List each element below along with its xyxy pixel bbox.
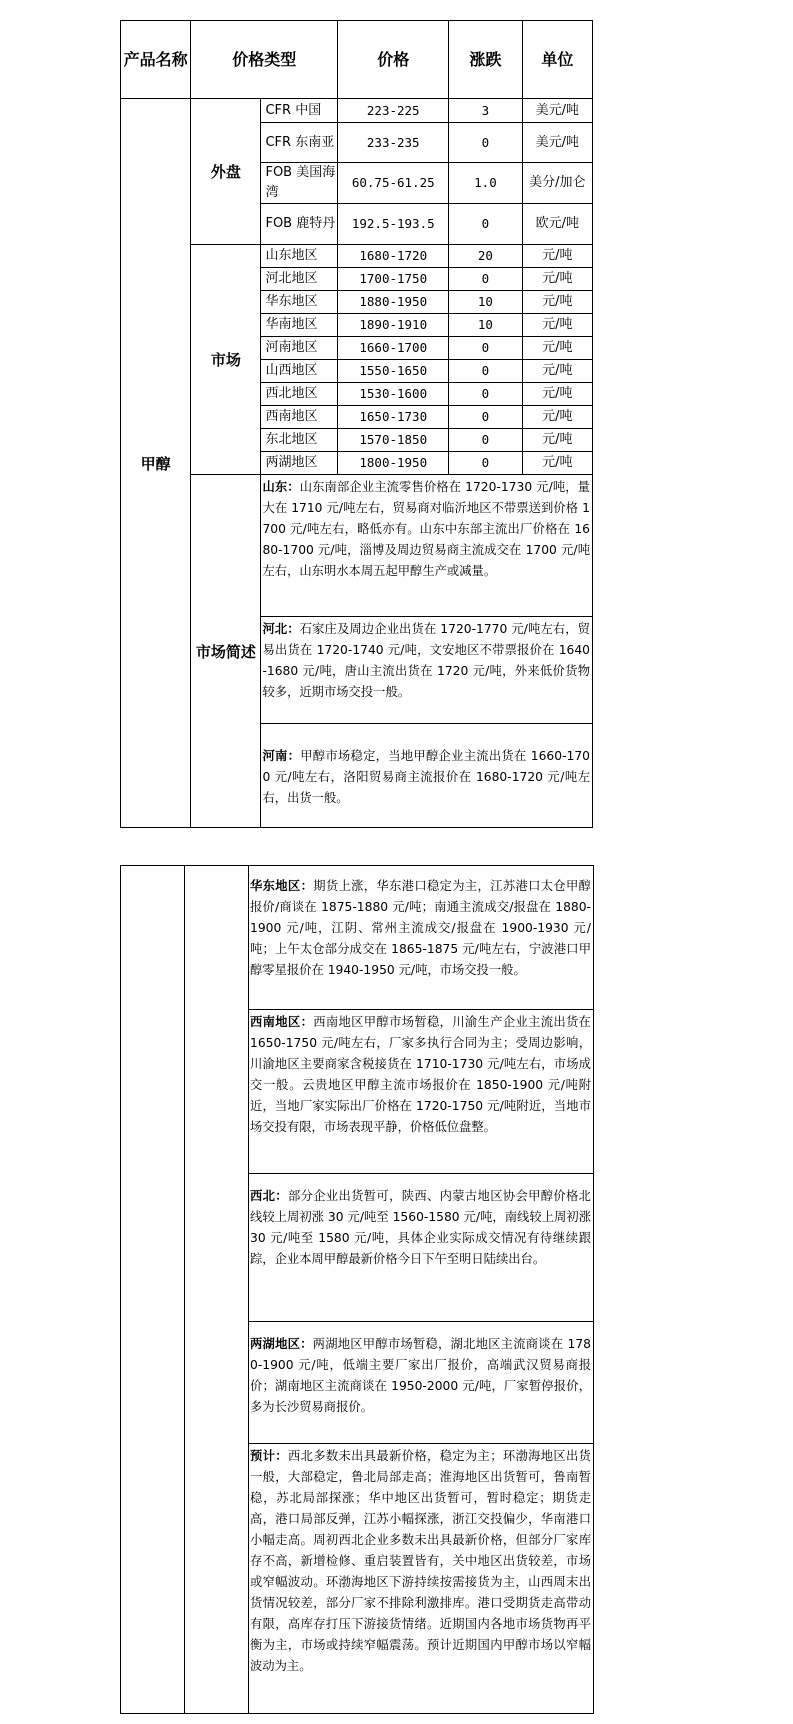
change-value: 0	[449, 429, 523, 452]
change-value: 0	[449, 268, 523, 291]
unit-value: 元/吨	[522, 268, 592, 291]
change-value: 0	[449, 204, 523, 245]
price-value: 1660-1700	[338, 337, 449, 360]
brief-label: 西南地区：	[250, 1015, 314, 1029]
header-product: 产品名称	[121, 21, 191, 99]
brief-label: 预计：	[250, 1449, 288, 1463]
product-name: 甲醇	[121, 99, 191, 828]
table-row	[121, 245, 593, 268]
change-value: 0	[449, 406, 523, 429]
brief-text: 期货上涨，华东港口稳定为主，江苏港口太仓甲醇报价/商谈在 1875-1880 元/吨；南通主流成交/报盘在 1880-1900 元/吨，江阴、常州主流成交/报盘在 1900-1930 元/吨；上午太仓部分成交在 1865-1875 元/吨左右，宁波港口甲醇零星报价在 1940-1950 元/吨，市场交投一般。	[250, 879, 591, 977]
category-market: 市场	[191, 245, 261, 475]
merged-category-cell	[185, 866, 249, 1714]
header-price: 价格	[338, 21, 449, 99]
brief-henan	[261, 724, 593, 828]
brief-label: 西北：	[250, 1189, 288, 1203]
region-name: 华南地区	[261, 314, 338, 337]
change-value: 0	[449, 337, 523, 360]
change-value: 3	[449, 99, 523, 123]
price-type-name: CFR 东南亚	[261, 123, 338, 163]
header-price-type: 价格类型	[191, 21, 338, 99]
change-value: 10	[449, 291, 523, 314]
price-value: 60.75-61.25	[338, 163, 449, 204]
region-name: 山西地区	[261, 360, 338, 383]
header-change: 涨跌	[449, 21, 523, 99]
change-value: 20	[449, 245, 523, 268]
region-name: 西北地区	[261, 383, 338, 406]
merged-product-cell	[121, 866, 185, 1714]
region-name: 两湖地区	[261, 452, 338, 475]
unit-value: 元/吨	[522, 383, 592, 406]
price-value: 1530-1600	[338, 383, 449, 406]
price-value: 1680-1720	[338, 245, 449, 268]
brief-hebei	[261, 617, 593, 724]
brief-label: 河北：	[262, 622, 300, 636]
unit-value: 元/吨	[522, 360, 592, 383]
price-value: 192.5-193.5	[338, 204, 449, 245]
price-value: 1700-1750	[338, 268, 449, 291]
price-value: 223-225	[338, 99, 449, 123]
unit-value: 元/吨	[522, 245, 592, 268]
brief-label: 华东地区：	[250, 879, 314, 893]
price-value: 1550-1650	[338, 360, 449, 383]
change-value: 0	[449, 452, 523, 475]
methanol-brief-continuation-table	[120, 865, 594, 1714]
brief-text: 石家庄及周边企业出货在 1720-1770 元/吨左右，贸易出货在 1720-1740 元/吨，文安地区不带票报价在 1640-1680 元/吨，唐山主流出货在 1720 元/吨，外来低价货物较多，近期市场交投一般。	[262, 622, 590, 699]
change-value: 1.0	[449, 163, 523, 204]
brief-text: 西北多数未出具最新价格，稳定为主；环渤海地区出货一般，大部稳定，鲁北局部走高；淮海地区出货暂可，鲁南暂稳，苏北局部探涨；华中地区出货暂可，暂时稳定；期货走高，港口局部反弹，江苏小幅探涨，浙江交投偏少，华南港口小幅走高。周初西北企业多数未出具最新价格，但部分厂家库存不高，新增检修、重启装置皆有，关中地区出货较差，市场或窄幅波动。环渤海地区下游持续按需接货为主，山西周末出货情况较差，部分厂家不排除利激排库。港口受期货走高带动有限，高库存打压下游接货情绪。近期国内各地市场货物再平衡为主，市场或持续窄幅震荡。预计近期国内甲醇市场以窄幅波动为主。	[250, 1449, 591, 1673]
change-value: 0	[449, 383, 523, 406]
region-name: 华东地区	[261, 291, 338, 314]
brief-text: 两湖地区甲醇市场暂稳，湖北地区主流商谈在 1780-1900 元/吨，低端主要厂家出厂报价，高端武汉贸易商报价；湖南地区主流商谈在 1950-2000 元/吨，厂家暂停报价，多为长沙贸易商报价。	[250, 1337, 591, 1414]
brief-east-china	[249, 866, 594, 1010]
price-value: 1800-1950	[338, 452, 449, 475]
brief-northwest	[249, 1174, 594, 1322]
header-row	[121, 21, 593, 99]
price-type-name: FOB 美国海湾	[261, 163, 338, 204]
unit-value: 元/吨	[522, 291, 592, 314]
unit-value: 欧元/吨	[522, 204, 592, 245]
brief-row	[121, 866, 594, 1010]
table-row	[121, 99, 593, 123]
unit-value: 元/吨	[522, 406, 592, 429]
region-name: 西南地区	[261, 406, 338, 429]
unit-value: 元/吨	[522, 429, 592, 452]
price-value: 1890-1910	[338, 314, 449, 337]
region-name: 东北地区	[261, 429, 338, 452]
change-value: 0	[449, 123, 523, 163]
region-name: 山东地区	[261, 245, 338, 268]
brief-text: 部分企业出货暂可，陕西、内蒙古地区协会甲醇价格北线较上周初涨 30 元/吨至 1560-1580 元/吨，南线较上周初涨 30 元/吨至 1580 元/吨，具体企业实际成交情况有待继续跟踪，企业本周甲醇最新价格今日下午至明日陆续出台。	[250, 1189, 591, 1266]
brief-hubei-hunan	[249, 1322, 594, 1444]
price-type-name: CFR 中国	[261, 99, 338, 123]
price-value: 1650-1730	[338, 406, 449, 429]
unit-value: 元/吨	[522, 314, 592, 337]
brief-label: 两湖地区：	[250, 1337, 313, 1351]
unit-value: 美分/加仑	[522, 163, 592, 204]
category-brief: 市场简述	[191, 475, 261, 828]
price-value: 1570-1850	[338, 429, 449, 452]
methanol-price-table	[120, 20, 593, 828]
change-value: 10	[449, 314, 523, 337]
brief-text: 西南地区甲醇市场暂稳，川渝生产企业主流出货在 1650-1750 元/吨左右，厂家多执行合同为主；受周边影响，川渝地区主要商家含税接货在 1710-1730 元/吨左右，市场成交一般。云贵地区甲醇主流市场报价在 1850-1900 元/吨附近，当地厂家实际出厂价格在 1720-1750 元/吨附近，当地市场交投有限，市场表现平静，价格低位盘整。	[250, 1015, 591, 1134]
price-value: 1880-1950	[338, 291, 449, 314]
unit-value: 美元/吨	[522, 99, 592, 123]
category-outer: 外盘	[191, 99, 261, 245]
region-name: 河南地区	[261, 337, 338, 360]
region-name: 河北地区	[261, 268, 338, 291]
brief-forecast	[249, 1444, 594, 1714]
brief-label: 山东：	[262, 480, 300, 494]
unit-value: 元/吨	[522, 452, 592, 475]
brief-text: 山东南部企业主流零售价格在 1720-1730 元/吨，量大在 1710 元/吨左右，贸易商对临沂地区不带票送到价格 1700 元/吨左右，略低亦有。山东中东部主流出厂价格在 1680-1700 元/吨，淄博及周边贸易商主流成交在 1700 元/吨左右，山东明水本周五起甲醇生产或减量。	[262, 480, 590, 578]
price-value: 233-235	[338, 123, 449, 163]
price-type-name: FOB 鹿特丹	[261, 204, 338, 245]
unit-value: 元/吨	[522, 337, 592, 360]
brief-shandong	[261, 475, 593, 617]
header-unit: 单位	[522, 21, 592, 99]
brief-label: 河南：	[262, 749, 301, 763]
brief-row	[121, 475, 593, 617]
unit-value: 美元/吨	[522, 123, 592, 163]
brief-southwest	[249, 1010, 594, 1174]
change-value: 0	[449, 360, 523, 383]
brief-text: 甲醇市场稳定，当地甲醇企业主流出货在 1660-1700 元/吨左右，洛阳贸易商主流报价在 1680-1720 元/吨左右，出货一般。	[262, 749, 590, 805]
